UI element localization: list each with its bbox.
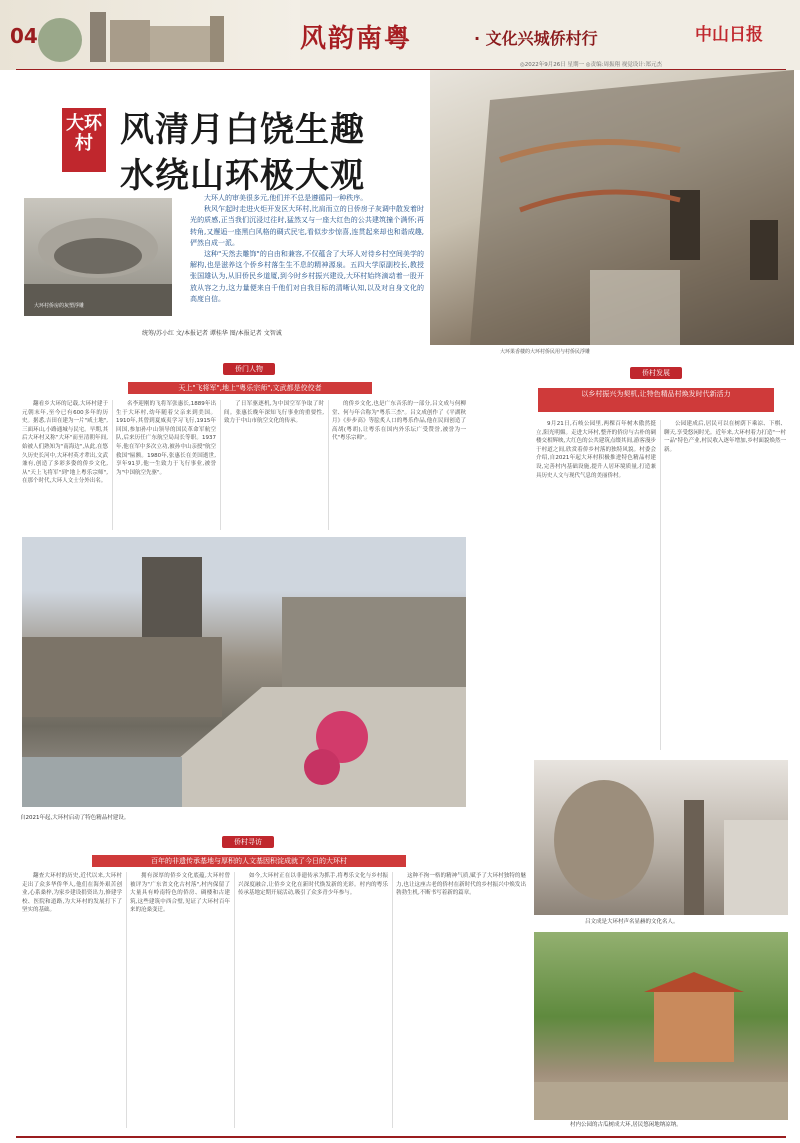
column-text: 名李迎刚的飞将军张惠长,1889年出生于大环村,幼年随着父亲来到美国。1910年,其曾到夏威夷学习飞行,1915年回国,参加孙中山领导的国民革命军航空队,后来历任广东航空局局长等职。1937年,他在军中多次立功,被孙中山亲授"航空救国"匾额。1980年,张惠长在美国逝世,享年91岁,他一生致力于飞行事业,被誉为"中国航空先驱"。 xyxy=(116,401,216,476)
article-column-10 xyxy=(396,872,526,1128)
relief-carving-photo xyxy=(24,198,172,316)
article-column-2 xyxy=(116,400,216,530)
intro-paragraph: 秋风乍起时走进火炬开发区大环村,比肩而立的日侨房子灰调中散发着时光的质感,正当我们沉浸过往时,猛然又与一座大红色的公共建筑撞个满怀;再转角,又邂逅一座黑白风格的碉式民宅,看似步步惊喜,连贯起来却也和谐成趣,俨然自成一派。 xyxy=(190,205,424,247)
section-label-development: 侨村发展 xyxy=(630,367,682,379)
byline: 统筹/苏小红 文/本报记者 谭桂华 图/本报记者 文智诚 xyxy=(142,330,282,337)
column-text: 的侨乡文化,也是广东音乐的一部分,吕文成与何柳堂、何与年合称为"粤乐三杰"。吕文成创作了《平湖秋月》《步步高》等脍炙人口的粤乐作品,他在民间创造了高胡(粤胡),让粤乐在国内外乐坛广受赞誉,被誉为一代"粤乐宗师"。 xyxy=(332,401,466,442)
column-divider xyxy=(112,400,113,530)
newspaper-logo: 中山日报 xyxy=(695,25,763,45)
column-text: 9月21日,石岐公园里,两棵百年树木傲然挺立,阳光明媚。走进大环村,整齐的侨房与古朴的碉楼交相辉映,大红色的公共建筑点缀其间,游客漫步于村道之间,欣赏着侨乡村落的独特风貌。村委会介绍,自2021年起大环村积极推进特色精品村建设,完善村内基础设施,提升人居环境质量,打造兼具历史人文与现代气息的美丽侨村。 xyxy=(536,421,656,479)
article-column-3 xyxy=(224,400,324,530)
column-text: 了日军驱逐机,为中国空军争取了时间。张惠长晚年深知飞行事业的重要性,致力于中山市航空文化的传承。 xyxy=(224,401,324,425)
column-divider xyxy=(220,400,221,530)
intro-paragraph: 大环人的审美很多元,他们并不总是遵循同一种秩序。 xyxy=(204,194,368,202)
column-text: 拥有深厚的侨乡文化底蕴,大环村曾被评为"广东省文化古村落",村内保留了大量具有岭南特色的侨房、碉楼和古建筑,这些建筑中西合璧,见证了大环村百年来的沧桑变迁。 xyxy=(130,873,230,914)
column-divider xyxy=(392,872,393,1128)
article-column-9 xyxy=(238,872,388,1128)
article-column-6 xyxy=(664,420,786,750)
section-title-visit: 百年的非遗传承基地与厚积的人文基因积淀成就了今日的大环村 xyxy=(92,855,406,867)
section-banner: 风韵南粤 xyxy=(300,24,413,54)
section-title-people: 天上"飞将军",地上"粤乐宗师",文武都是佼佼者 xyxy=(128,382,372,394)
statue-photo-caption: 吕文成是大环村声名显赫的文化名人。 xyxy=(585,919,679,925)
section-title-development: 以乡村振兴为契机,让特色精品村焕发时代新活力 xyxy=(538,388,774,412)
village-street-photo xyxy=(22,537,466,807)
headline-line-1: 风清月白饶生趣 xyxy=(120,110,365,150)
page-number: 04 xyxy=(10,24,38,48)
hero-photo-building xyxy=(430,70,794,345)
street-photo-caption: 自2021年起,大环村启动了特色精品村建设。 xyxy=(20,815,130,821)
column-text: 翻看乡大环的记载,大环村建于元朝末年,至今已有600多年的历史。据悉,吉田在建为一片"咸土地",三面环山,小路通城与民宅。早期,其后大环村又称"大环"而至清朝年间,始被人们熟知为"南海边",从此,在悠久历史长河中,大环村英才辈出,文武兼有,创造了多彩多姿的侨乡文化,从"天上飞将军"到"地上粤乐宗师",在那个时代,大环人文士分外出名。 xyxy=(22,401,108,485)
column-divider xyxy=(660,420,661,750)
statue-photo xyxy=(534,760,788,915)
article-column-7 xyxy=(22,872,122,1128)
hero-photo-caption: 大环果香楼的大环村侨民用与村侨民浮雕 xyxy=(500,349,591,355)
park-photo-caption: 村内公园的古瓜树成大环,居民悠闲地纳凉纳。 xyxy=(570,1122,682,1128)
section-label-people: 侨门人物 xyxy=(223,363,275,375)
stone-relief-statue-photo xyxy=(534,760,788,915)
section-banner-subtitle: · 文化兴城侨村行 xyxy=(474,29,598,48)
issue-meta: ◎2022年9月26日 星期一 ◎责编:周振翔 视觉设计:郑元杰 xyxy=(520,62,663,68)
footer-rule xyxy=(16,1136,786,1138)
article-column-4 xyxy=(332,400,466,530)
section-label-visit: 侨村寻访 xyxy=(222,836,274,848)
relief-photo xyxy=(24,198,172,316)
column-text: 翻查大环村的历史,近代以来,大环村走出了众多华侨华人,他们在海外艰苦创业,心系桑梓,为家乡建设捐资出力,修建学校、医院和道路,为大环村的发展打下了坚实的基础。 xyxy=(22,873,122,914)
article-column-1 xyxy=(22,400,108,530)
relief-caption: 大环村侨房的灰塑浮雕 xyxy=(34,303,85,309)
masthead-artwork xyxy=(0,0,300,70)
intro-paragraph: 这种"天然去雕饰"的自由和兼容,不仅蕴含了大环人对待乡村空间美学的解构,也是滋养这个侨乡村落生生不息的精神源泉。五四大学原副校长,教授张国雄认为,从旧侨民乡道厦,到今时乡村振兴建设,大环村始终滴动着一股开放从容之力,这力量便来自千他们对自我目标的清晰认知,以及对自身文化的高度自信。 xyxy=(190,250,424,303)
village-tag: 大环村 xyxy=(62,108,106,172)
column-divider xyxy=(126,872,127,1128)
column-text: 公园建成后,居民可以在树荫下乘凉、下棋、聊天,享受悠闲时光。近年来,大环村着力打造"一村一品"特色产业,村民收入逐年增加,乡村面貌焕然一新。 xyxy=(664,421,786,453)
masthead xyxy=(0,0,800,70)
article-column-5 xyxy=(536,420,656,750)
park-photo xyxy=(534,932,788,1120)
column-divider xyxy=(234,872,235,1128)
park-pavilion-photo xyxy=(534,932,788,1120)
intro-paragraphs xyxy=(190,193,424,305)
headline-line-2: 水绕山环极大观 xyxy=(120,156,365,196)
tower-and-flowers-photo xyxy=(22,537,466,807)
village-sketch-icon xyxy=(0,0,300,70)
column-text: 这种不拘一格的精神气质,赋予了大环村独特的魅力,也让这座古老的侨村在新时代的乡村振兴中焕发出勃勃生机,不断书写着新的篇章。 xyxy=(396,873,526,897)
carved-facade-photo xyxy=(430,70,794,345)
column-text: 如今,大环村正在以非遗传承为抓手,将粤乐文化与乡村振兴深度融合,让侨乡文化在新时代焕发新的光彩。村内的粤乐传承基地定期开展活动,吸引了众多青少年参与。 xyxy=(238,873,388,897)
article-column-8 xyxy=(130,872,230,1128)
column-divider xyxy=(328,400,329,530)
